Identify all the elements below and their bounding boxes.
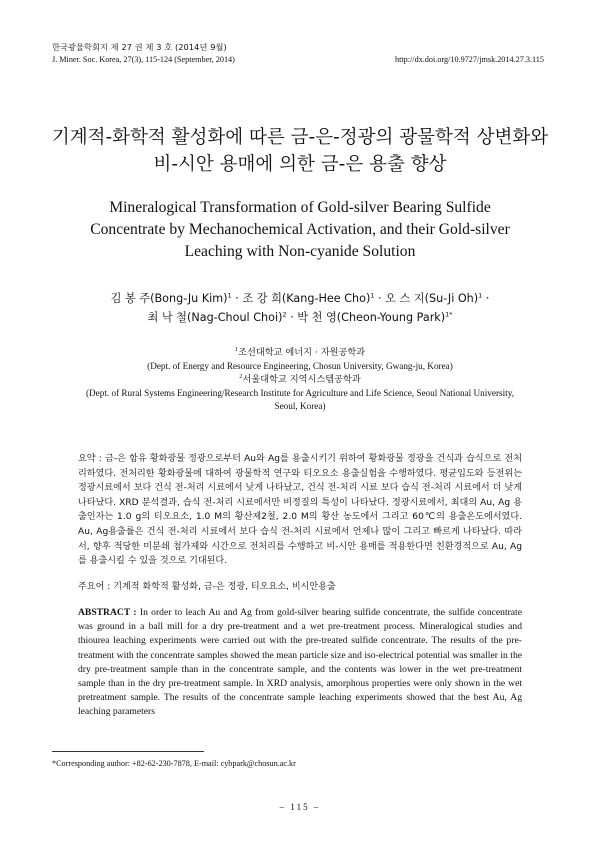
affiliation-1-marker: 1 bbox=[234, 345, 239, 353]
journal-header-english: J. Miner. Soc. Korea, 27(3), 115-124 (September, 2014) bbox=[52, 55, 235, 64]
korean-title-line-2: 비-시안 용매에 의한 금-은 용출 향상 bbox=[153, 154, 447, 175]
affiliation-1-korean-text: 조선대학교 에너지 · 자원공학과 bbox=[238, 347, 366, 358]
author-line-1 bbox=[0, 289, 600, 308]
korean-abstract bbox=[78, 452, 522, 569]
affiliation-1-english: (Dept. of Energy and Resource Engineering, Chosun University, Gwang-ju, Korea) bbox=[147, 360, 453, 371]
author-park-affiliation: 1* bbox=[445, 310, 453, 319]
author-choi-affiliation: 2 bbox=[282, 310, 287, 319]
affiliation-1-korean bbox=[20, 346, 580, 360]
korean-abstract-label: 요약 : bbox=[78, 454, 106, 464]
journal-header-korean: 한국광물학회지 제 27 권 제 3 호 (2014년 9월) bbox=[52, 42, 227, 52]
english-title bbox=[40, 197, 560, 263]
author-list bbox=[0, 289, 600, 327]
english-title-line-1: Mineralogical Transformation of Gold-silver Bearing Sulfide bbox=[109, 199, 491, 216]
author-separator: · bbox=[374, 292, 386, 305]
affiliation-2-english-line-2: Seoul, Korea) bbox=[274, 401, 326, 412]
affiliation-2-english-line-1: (Dept. of Rural Systems Engineering/Research Institute for Agriculture and Life Science, Seoul National University, bbox=[85, 387, 515, 398]
korean-title-line-1: 기계적-화학적 활성화에 따른 금-은-정광의 광물학적 상변화와 bbox=[51, 127, 549, 148]
author-choi: 최 낙 철(Nag-Choul Choi) bbox=[147, 311, 283, 324]
affiliations bbox=[20, 346, 580, 414]
author-separator: · bbox=[231, 292, 243, 305]
corresponding-author-footnote: *Corresponding author: +82-62-230-7878, E-mail: cybpark@chosun.ac.kr bbox=[52, 759, 296, 768]
affiliation-2-korean-text: 서울대학교 지역시스템공학과 bbox=[242, 374, 361, 386]
footnote-divider bbox=[52, 751, 204, 752]
author-kim: 김 봉 주(Bong-Ju Kim) bbox=[110, 292, 228, 305]
english-abstract-label: ABSTRACT : bbox=[78, 607, 140, 618]
doi-link[interactable]: http://dx.doi.org/10.9727/jmsk.2014.27.3.115 bbox=[395, 55, 544, 64]
korean-keywords-label: 주요어 : bbox=[78, 582, 114, 592]
author-oh-affiliation: 1 bbox=[478, 291, 483, 300]
korean-abstract-text: 금-은 함유 황화광물 정광으로부터 Au와 Ag를 용출시키기 위하여 황화광물 정광을 건식과 습식으로 전처리하였다. 전처리한 황화광물에 대하여 광물학적 연구와 티오요소 용출실험을 수행하였다. 평균입도와 등전위는 정광시료에서 보다 건식 전-처리 시료에서 낮게 나타났고, 건식 전-처리 시료 보다 습식 전-처리 시료에서 더 낮게 나타났다. XRD 분석결과, 습식 전-처리 시료에서만 비정질의 특성이 나타났다. 정광시료에서, 최대의 Au, Ag 용출인자는 1.0 g의 티오요소, 1.0 M의 황산제2철, 2.0 M의 황산 농도에서 그리고 60℃의 용출온도에서였다. Au, Ag용출률은 건식 전-처리 시료에서 보다 습식 전-처리 시료에서 언제나 많이 그리고 빠르게 나타났다. 따라서, 향후 적당한 미분쇄 첨가제와 시간으로 전처리를 수행하고 비-시안 용매를 적용한다면 친환경적으로 Au, Ag를 용출시킬 수 있을 것으로 기대된다. bbox=[78, 454, 522, 567]
author-line-2 bbox=[0, 308, 600, 327]
korean-title bbox=[0, 124, 600, 178]
korean-keywords bbox=[78, 579, 522, 592]
author-oh: 오 스 지(Su-Ji Oh) bbox=[385, 292, 479, 305]
author-kim-affiliation: 1 bbox=[227, 291, 232, 300]
korean-keywords-text: 기계적 화학적 활성화, 금-은 정광, 티오요소, 비시안용출 bbox=[113, 582, 336, 592]
page-number: – 115 – bbox=[279, 802, 321, 812]
author-park: 박 천 영(Cheon-Young Park) bbox=[297, 311, 446, 324]
affiliation-2-korean bbox=[20, 373, 580, 387]
author-separator: · bbox=[482, 292, 490, 305]
english-abstract bbox=[78, 606, 522, 720]
author-separator: · bbox=[286, 311, 298, 324]
affiliation-2-marker: 2 bbox=[239, 373, 243, 381]
english-title-line-3: Leaching with Non-cyanide Solution bbox=[184, 243, 416, 260]
english-abstract-text: In order to leach Au and Ag from gold-silver bearing sulfide concentrate, the sulfide concentrate was ground in a ball mill for a dry pre-treatment and a wet pre-treatment process. Mineralogical studies and thiourea leaching experiments were carried out with the pre-treated sulfide concentrate. The results of the pre-treatment with the concentrate samples showed the mean particle size and iso-electrical potential was smaller in the dry pre-treatment sample than in the concentrate sample, and the contents was lower in the wet pre-treatment sample than in the dry pre-treatment sample. In XRD analysis, amorphous properties were only shown in the wet pretreatment sample. The results of the concentrate sample leaching experiments showed that the best Au, Ag leaching parameters bbox=[78, 607, 522, 718]
author-cho-affiliation: 1 bbox=[370, 291, 375, 300]
english-title-line-2: Concentrate by Mechanochemical Activation, and their Gold-silver bbox=[90, 221, 510, 238]
author-cho: 조 강 희(Kang-Hee Cho) bbox=[242, 292, 371, 305]
